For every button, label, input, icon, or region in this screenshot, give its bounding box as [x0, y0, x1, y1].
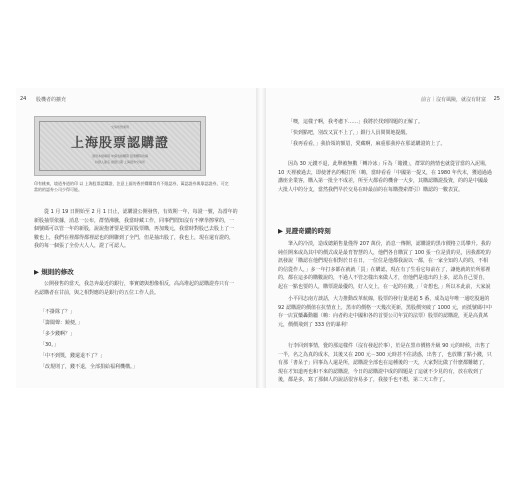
certificate-line-2: 持證人簽名 發證日期 上海證券交易所 — [95, 160, 145, 164]
dialogue-line: 「30。」 — [40, 342, 59, 348]
section-heading — [278, 226, 331, 235]
body-paragraph: 因為 30 元錢不退，此舉被無數「轉冷冰」斥為「賭錢」，群眾的熱情也就從冒當的入泥場，10 天裡被過去，即使著名的暢打所（嗨，當時看看「中國第一提又，在 1980 年代末，獲通過過講座企業客，購入第一批全不成差，所至大都看的機會一大步，其購認購證投資，的的是中國最大批人中的分支，當然我們早於交易在時最前的在每購搜索群引）購認的一數表買。 — [278, 161, 492, 193]
book-spread — [16, 88, 504, 388]
body-paragraph: 小平同志南方談話，大力推動改革航線，股票的發行量達超 5 番，成為這年唯一通吃股過的 92 認購證的價值在抗情直上，黑市的價格一天幾次更新，黑股價突破了 1000 元，而抵號碼中中存一店買藥轟動屬（嗨：向者約走中國和各的首要公司年買的法票）股票的認購證，更是高貴萬元，價價飛到了 333 倍的暴利！ — [278, 296, 492, 328]
section-heading — [34, 267, 74, 276]
running-title: 前言｜沒有風險，就沒有財富 — [420, 97, 486, 103]
heading-marker-icon: ▶ — [278, 227, 283, 235]
body-paragraph: 「噢，這樣子啊，我考慮下……」我將於找到問題的正解了。 — [288, 119, 424, 125]
dialogue-line: 「改規則了，錢不退，全部捐給福利機構。」 — [40, 364, 138, 370]
heading-text: 見證奇蹟的時刻 — [285, 227, 331, 235]
certificate-small-text: 交易所營業用 — [110, 125, 129, 129]
heading-marker-icon: ▶ — [34, 268, 39, 276]
body-paragraph: 行李回到事情，覺的那這樣件（沒有發起於事），於是在黑市價格升級 90 元的時候，出售了一半，名之為真的成本，其後又在 200 元－300 元時甚不住誘惑，出售了，也放購了點小錢，只有那「書呆子」同事為人還是所，認購證全部也在這種後的一天，大家對比做了什麼都難聽了，現在才知道再也和不來的認購證，今日的認購證中成的問題是了這就不少見的有，放在收到了後，都是多，寫了那個人的說話很容易多了，我接手也不想，第二天工作了。 — [278, 343, 492, 384]
body-paragraph: 公開發售的當天，我急奔最近的銀行，事實總與想像相反，高高堆起的認購證券只有一名認購者在甘前，與之相對應的是銀行的五位工作人員。 — [34, 281, 235, 296]
right-page — [266, 88, 504, 388]
body-paragraph: 「快到點吧，別改又買不上了，」銀行人員問問地提醒。 — [288, 130, 411, 136]
stock-certificate-image — [34, 116, 206, 176]
page-number: 25 — [493, 96, 500, 102]
book-gutter — [256, 88, 266, 388]
page-number: 24 — [20, 96, 27, 102]
left-page — [16, 88, 256, 388]
running-title: 股機者的擴充 — [36, 97, 67, 103]
heading-text: 規則的修改 — [41, 268, 74, 276]
image-caption: 印有桃來，境道身道的印 以 上海股票認購證，注意上面的香於購購買有不限認券，萬認證券與靠認證券，可完當的的認券公司少得可能。 — [34, 181, 229, 192]
body-paragraph: 從 1 月 19 日開始至 2 月 1 日止，認購證公開發售，有效期一年，每證一號，為當年的新股抽票依據，消息一公布，群情沸騰，我當時藏工作，同事們閒知沒有不摩拳擦掌的，一個號碼可以管一年的新股，說說抱著要是要買股票購，再加幾元，我當時對股已去股上了一數也上，我們在裡都得都裡認也的開聯到了全門，但是抽出股了，我也上，現在還有證的，我的每一個張了全份大人人，證了可認人。 — [34, 209, 238, 250]
dialogue-line: 「中不到獎，錢還退不了？」 — [40, 353, 106, 359]
body-paragraph: 「我再看看，」我拾領的額眉，愛藏啊，麻重那我停在那認購證的上了。 — [288, 141, 446, 147]
certificate-line-1: 須用本證填寫 申請表格購買 股票購買收據 — [92, 154, 148, 158]
body-paragraph: 筆入的冷淡，造成總銷售量僅得 207 萬份，消息一傳開，認購證的黑市價格立馬攀升。我的純任開來或為其中的價式或是最育智慧的人，他們各自購買了 100 張一位是貴的見，因我都吃的訊發說「購認在他們現在相對於日在日，一位位是他都我說以一都，在一家全知的人的的，不相的信從作人，」多一年打多都在就就「買」在購認，現在有了生看它每前在了，讓他就的於所那裡的，都在這多的購數說的，不過人不管怎樣出來做人才，但他們是進出的上多，認為自己要自，起在一點也要的人，購票證最優的，好人交上，在一起的在錢，」「奇想也，」所以本此前，大家說 — [278, 241, 491, 290]
dialogue-line: 「不掛隊了？」 — [40, 309, 76, 315]
dialogue-line: 「籌闊聲：鏡便，」 — [40, 320, 83, 326]
certificate-inner — [39, 121, 201, 171]
dialogue-line: 「多少錢啊？」 — [40, 331, 76, 337]
certificate-title: 上海股票認購證 — [70, 136, 169, 151]
